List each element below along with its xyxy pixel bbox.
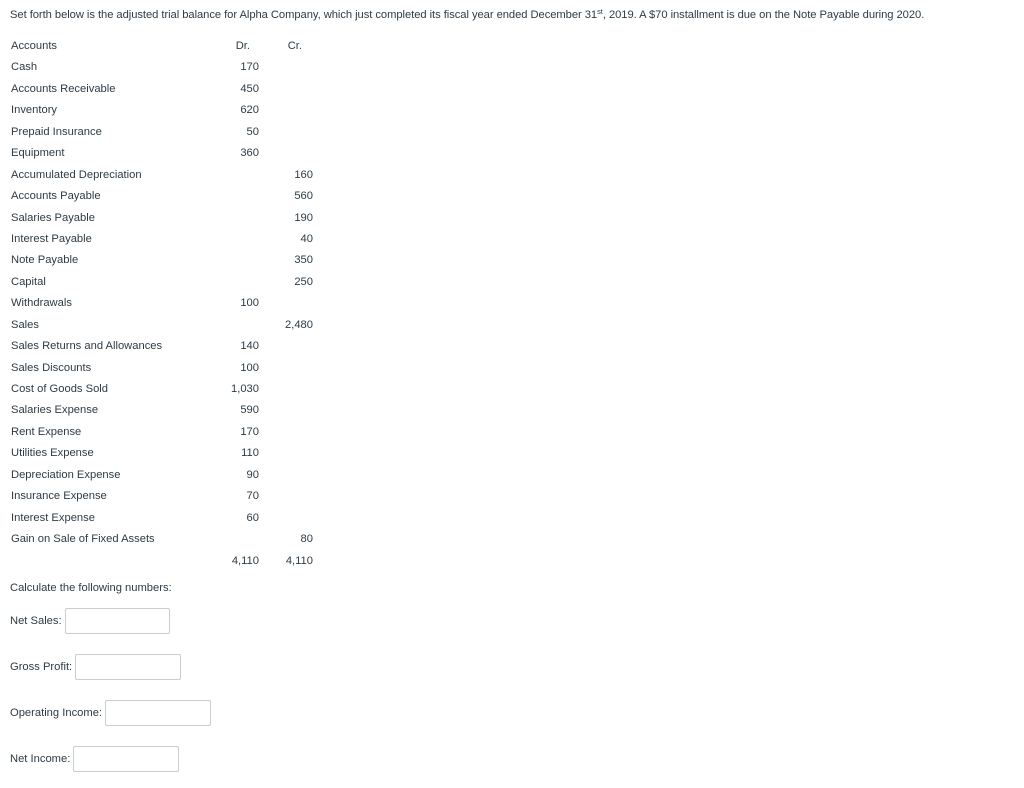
gross-profit-input[interactable] [75,654,181,680]
account-name: Accounts Payable [11,190,101,203]
debit-amount: 90 [246,468,259,481]
account-name: Cash [11,61,38,74]
account-name: Interest Expense [11,511,95,524]
debit-amount: 110 [241,447,259,460]
debit-header: Dr. [235,40,250,52]
account-name: Salaries Payable [11,211,95,224]
trial-balance-row [11,293,331,314]
operating-income-question [10,700,211,726]
intro-text-part1: Set forth below is the adjusted trial balance for Alpha Company, which just completed its fiscal year ended December 31 [10,9,598,21]
trial-balance-row [11,443,331,464]
debit-amount: 1,030 [231,383,259,395]
trial-balance-totals-row [11,551,331,572]
account-name: Withdrawals [11,297,72,310]
trial-balance-row [11,529,331,550]
credit-amount: 40 [300,232,313,245]
credit-amount: 160 [294,168,313,181]
account-name: Note Payable [11,254,79,267]
account-name: Accumulated Depreciation [11,168,142,181]
debit-amount: 140 [240,340,259,353]
account-name: Accounts Receivable [11,82,116,95]
debit-amount: 100 [240,361,259,374]
trial-balance-row [11,100,331,121]
intro-text-part2: , 2019. A $70 installment is due on the Note Payable during 2020. [602,9,925,21]
trial-balance-row [11,122,331,143]
trial-balance-row [11,486,331,507]
trial-balance-row [11,508,331,529]
question-intro [10,9,1020,21]
net-sales-label: Net Sales: [10,615,62,627]
account-name: Sales Returns and Allowances [11,340,163,353]
credit-amount: 560 [294,190,313,203]
trial-balance-row [11,400,331,421]
credit-amount: 250 [294,275,313,288]
net-income-label: Net Income: [10,753,71,765]
trial-balance-row [11,143,331,164]
debit-amount: 360 [240,147,259,160]
trial-balance-row [11,250,331,271]
credit-amount: 2,480 [285,318,313,331]
net-income-input[interactable] [73,746,179,772]
net-income-question [10,746,179,772]
accounts-header: Accounts [11,40,58,52]
operating-income-input[interactable] [105,700,211,726]
debit-amount: 170 [240,425,259,438]
credit-amount: 190 [294,211,313,224]
debit-amount: 4,110 [231,554,259,567]
calculate-prompt: Calculate the following numbers: [10,582,172,594]
account-name: Rent Expense [11,425,82,438]
gross-profit-question [10,654,181,680]
trial-balance-row [11,465,331,486]
trial-balance-row [11,379,331,400]
trial-balance-row [11,336,331,357]
debit-amount: 70 [246,490,259,503]
credit-amount: 80 [300,533,313,546]
account-name: Prepaid Insurance [11,125,102,138]
trial-balance-row [11,422,331,443]
debit-amount: 100 [240,297,259,310]
trial-balance-row [11,79,331,100]
debit-amount: 50 [246,125,259,138]
trial-balance-row [11,57,331,78]
debit-amount: 170 [240,61,259,74]
trial-balance-row [11,186,331,207]
trial-balance-header-row [11,36,331,57]
credit-amount: 350 [294,254,313,267]
trial-balance-table [11,36,331,572]
trial-balance-row [11,358,331,379]
account-name: Interest Payable [11,232,92,245]
account-name: Capital [11,275,46,288]
trial-balance-row [11,229,331,250]
account-name: Sales [11,318,39,331]
debit-amount: 620 [240,104,259,117]
operating-income-label: Operating Income: [10,707,103,719]
account-name: Insurance Expense [11,490,107,503]
account-name: Sales Discounts [11,361,92,374]
trial-balance-row [11,315,331,336]
debit-amount: 60 [246,511,259,524]
trial-balance-row [11,272,331,293]
account-name: Utilities Expense [11,447,94,460]
credit-header: Cr. [287,40,302,52]
account-name: Salaries Expense [11,404,99,417]
debit-amount: 590 [240,404,259,417]
account-name: Inventory [11,104,58,117]
account-name: Equipment [11,147,65,160]
net-sales-question [10,608,170,634]
account-name: Depreciation Expense [11,468,121,481]
intro-superscript: st [597,7,603,16]
trial-balance-row [11,208,331,229]
trial-balance-row [11,165,331,186]
credit-amount: 4,110 [285,554,313,567]
account-name: Cost of Goods Sold [11,383,109,395]
gross-profit-label: Gross Profit: [10,661,73,673]
net-sales-input[interactable] [65,608,170,634]
account-name: Gain on Sale of Fixed Assets [11,533,155,546]
debit-amount: 450 [240,82,259,95]
